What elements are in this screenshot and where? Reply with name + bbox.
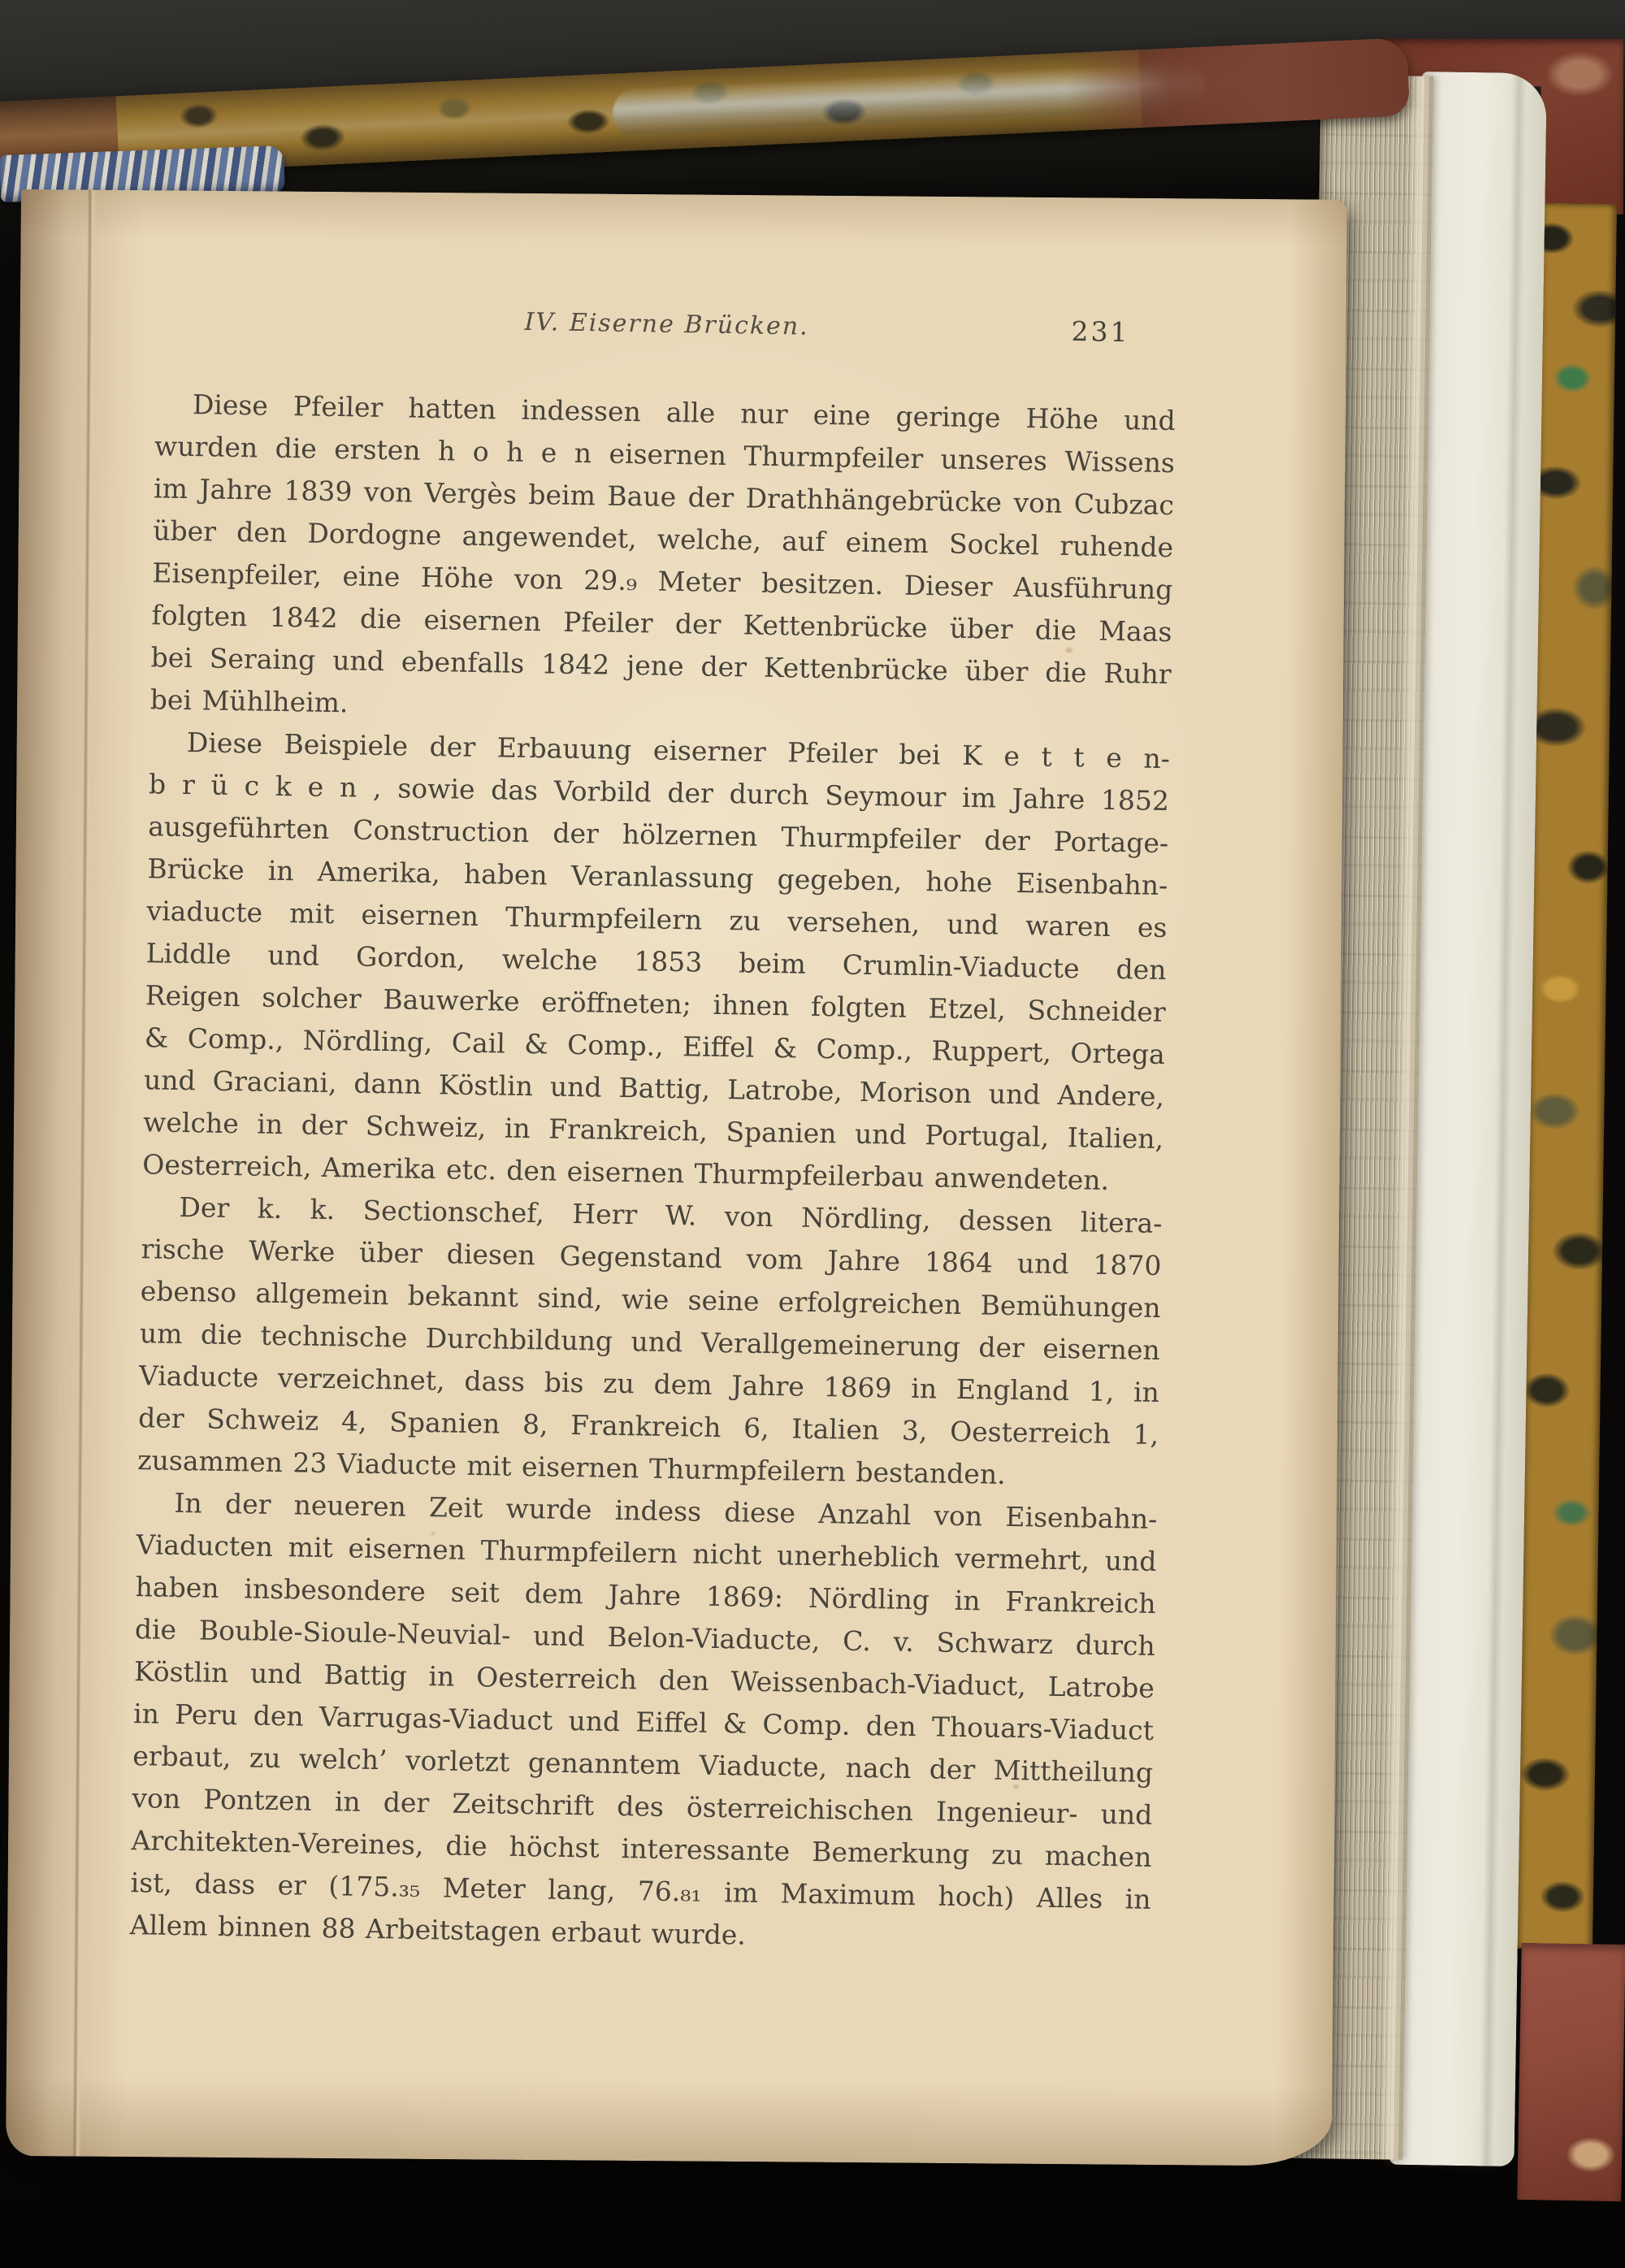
text-line: & Comp., Nördling, Cail & Comp., Eiffel & Comp., Ruppert, Ortega [144, 1021, 1166, 1071]
text-line: bei Seraing und ebenfalls 1842 jene der Kettenbrücke über die Ruhr [150, 641, 1172, 691]
text-line: Köstlin und Battig in Oesterreich den Weissenbach-Viaduct, Latrobe [133, 1655, 1155, 1704]
text-line: von Pontzen in der Zeitschrift des österreichischen Ingenieur- und [132, 1782, 1153, 1831]
text-line: Oesterreich, Amerika etc. den eisernen Thurmpfeilerbau anwendeten. [142, 1148, 1110, 1196]
text-line: im Jahre 1839 von Vergès beim Baue der Drathhängebrücke von Cubzac [153, 472, 1175, 522]
text-line: Viaducte verzeichnet, dass bis zu dem Jahre 1869 in England 1, in [138, 1359, 1160, 1408]
book-page [6, 189, 1347, 2166]
text-line: haben insbesondere seit dem Jahre 1869: Nördling in Frankreich [135, 1571, 1156, 1620]
paragraph [129, 1481, 1157, 1963]
text-line: erbaut, zu welch’ vorletzt genanntem Viaducte, nach der Mittheilung [132, 1740, 1154, 1789]
page-text [129, 383, 1176, 1963]
text-line: ebenso allgemein bekannt sind, wie seine erfolgreichen Bemühungen [140, 1275, 1161, 1325]
text-line: zusammen 23 Viaducte mit eisernen Thurmpfeilern bestanden. [137, 1444, 1006, 1490]
text-line: Liddle und Gordon, welche 1853 beim Crumlin-Viaducte den [145, 937, 1167, 987]
text-line: Architekten-Vereines, die höchst interessante Bemerkung zu machen [131, 1824, 1152, 1873]
text-line: b r ü c k e n , sowie das Vorbild der durch Seymour im Jahre 1852 [148, 768, 1170, 817]
text-line: und Graciani, dann Köstlin und Battig, Latrobe, Morison und Andere, [143, 1064, 1165, 1113]
top-edge-leather [1065, 37, 1410, 131]
paragraph [137, 1186, 1163, 1498]
page-header [156, 301, 1177, 354]
text-line: Der k. k. Sectionschef, Herr W. von Nördling, dessen litera- [179, 1190, 1163, 1240]
text-line: folgten 1842 die eisernen Pfeiler der Kettenbrücke über die Maas [151, 599, 1172, 648]
text-line: über den Dordogne angewendet, welche, auf einem Sockel ruhende [152, 514, 1174, 564]
text-line: In der neueren Zeit wurde indess diese Anzahl von Eisenbahn- [174, 1486, 1158, 1535]
text-line: Reigen solcher Bauwerke eröffneten; ihnen folgten Etzel, Schneider [145, 979, 1166, 1029]
text-line: Diese Beispiele der Erbauung eiserner Pfeiler bei K e t t e n- [186, 726, 1171, 775]
text-line: wurden die ersten h o h e n eisernen Thurmpfeiler unseres Wissens [154, 430, 1176, 479]
paragraph [150, 383, 1176, 738]
paragraph [142, 721, 1170, 1203]
text-line: welche in der Schweiz, in Frankreich, Spanien und Portugal, Italien, [142, 1106, 1164, 1156]
page-content [129, 301, 1176, 1963]
text-line: in Peru den Varrugas-Viaduct und Eiffel & Comp. den Thouars-Viaduct [132, 1698, 1155, 1746]
text-line: die Bouble-Sioule-Neuvial- und Belon-Viaducte, C. v. Schwarz durch [134, 1613, 1156, 1662]
text-line: Allem binnen 88 Arbeitstagen erbaut wurde. [129, 1909, 747, 1951]
text-line: Eisenpfeiler, eine Höhe von 29.₉ Meter besitzen. Dieser Ausführung [152, 557, 1173, 606]
page-number: 231 [1071, 315, 1130, 349]
text-line: um die technische Durchbildung und Verallgemeinerung der eisernen [139, 1317, 1161, 1367]
text-line: Diese Pfeiler hatten indessen alle nur eine geringe Höhe und [192, 388, 1176, 437]
text-line: Brücke in Amerika, haben Veranlassung gegeben, hohe Eisenbahn- [147, 852, 1168, 902]
text-line: Viaducten mit eisernen Thurmpfeilern nicht unerheblich vermehrt, und [136, 1529, 1157, 1577]
text-line: bei Mühlheim. [150, 683, 349, 719]
text-line: rische Werke über diesen Gegenstand vom Jahre 1864 und 1870 [141, 1233, 1162, 1282]
text-line: ausgeführten Construction der hölzernen Thurmpfeiler der Portage- [147, 810, 1169, 860]
text-line: viaducte mit eisernen Thurmpfeilern zu versehen, und waren es [146, 895, 1168, 944]
cover-corner-bottom-leather [1517, 1943, 1625, 2201]
text-line: der Schweiz 4, Spanien 8, Frankreich 6, Italien 3, Oesterreich 1, [137, 1402, 1159, 1451]
chapter-title: IV. Eiserne Brücken. [524, 307, 809, 341]
text-line: ist, dass er (175.₃₅ Meter lang, 76.₈₁ im Maximum hoch) Alles in [130, 1867, 1151, 1915]
